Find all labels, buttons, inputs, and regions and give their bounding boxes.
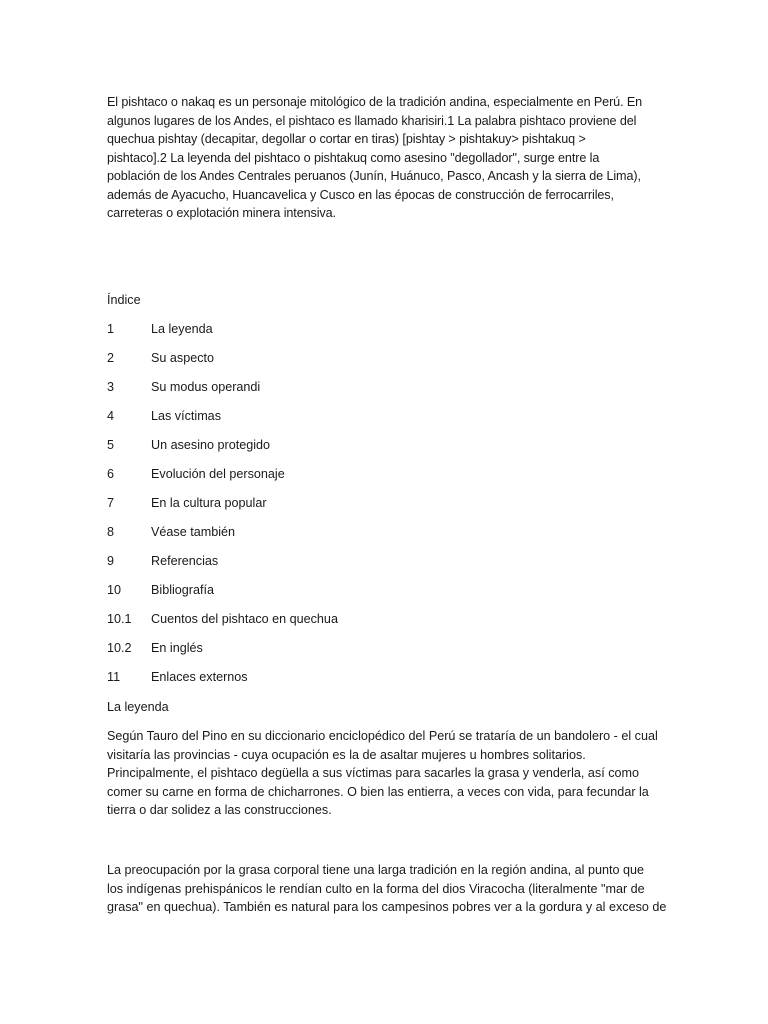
intro-text	[107, 93, 662, 223]
section-heading: La leyenda	[107, 700, 169, 714]
toc-item-number: 11	[107, 670, 121, 684]
section-paragraph-2	[107, 861, 667, 917]
toc-item[interactable]	[107, 610, 607, 639]
paragraph-line: Según Tauro del Pino en su diccionario enciclopédico del Perú se trataría de un bandolero - el cual	[107, 729, 658, 743]
toc-item-label[interactable]: En la cultura popular	[151, 496, 267, 510]
toc-item[interactable]	[107, 494, 607, 523]
toc-item-label[interactable]: La leyenda	[151, 322, 213, 336]
toc-item[interactable]	[107, 581, 607, 610]
toc-item-number: 9	[107, 554, 115, 568]
toc-item-label[interactable]: Referencias	[151, 554, 219, 568]
paragraph-line: visitaría las provincias - cuya ocupación es la de asaltar mujeres u hombres solitarios.	[107, 747, 586, 762]
toc-item-label[interactable]: Enlaces externos	[151, 670, 248, 684]
toc-heading: Índice	[107, 293, 141, 307]
toc-item-number: 3	[107, 380, 115, 394]
toc-item[interactable]	[107, 407, 607, 436]
toc-item[interactable]	[107, 523, 607, 552]
toc-item-label[interactable]: Un asesino protegido	[151, 438, 271, 452]
toc-item-label[interactable]: En inglés	[151, 641, 203, 655]
toc-item[interactable]	[107, 465, 607, 494]
toc-item-number: 10.2	[107, 641, 132, 655]
toc-item-label[interactable]: Su modus operandi	[151, 380, 261, 394]
toc-item-number: 7	[107, 496, 115, 510]
paragraph-line: Principalmente, el pishtaco degüella a sus víctimas para sacarles la grasa y venderla, así como	[107, 766, 639, 780]
toc-item-label[interactable]: Su aspecto	[151, 351, 215, 365]
toc-item-label[interactable]: Evolución del personaje	[151, 467, 285, 481]
intro-paragraph	[107, 93, 662, 223]
toc-item-number: 5	[107, 438, 115, 452]
intro-line: pishtaco].2 La leyenda del pishtaco o pishtakuq como asesino "degollador", surge entre la	[107, 150, 600, 165]
intro-line: El pishtaco o nakaq es un personaje mitológico de la tradición andina, especialmente en Perú. En	[107, 95, 643, 109]
paragraph-line: grasa" en quechua). También es natural para los campesinos pobres ver a la gordura y al exceso de	[107, 900, 667, 914]
toc-item-number: 2	[107, 351, 115, 365]
intro-line: quechua pishtay (decapitar, degollar o cortar en tiras) [pishtay > pishtakuy> pishtakuq >	[107, 132, 586, 146]
table-of-contents	[107, 320, 607, 697]
toc-item-label[interactable]: Cuentos del pishtaco en quechua	[151, 612, 338, 626]
toc-item-number: 1	[107, 322, 115, 336]
intro-line: algunos lugares de los Andes, el pishtaco es llamado kharisiri.1 La palabra pishtaco proviene del	[107, 113, 637, 128]
toc-item-number: 10.1	[107, 612, 132, 626]
paragraph-line: tierra o dar solidez a las construcciones.	[107, 803, 332, 817]
toc-item[interactable]	[107, 320, 607, 349]
toc-item[interactable]	[107, 378, 607, 407]
paragraph-line: los indígenas prehispánicos le rendían culto en la forma del dios Viracocha (literalmente "mar de	[107, 881, 645, 896]
paragraph-line: La preocupación por la grasa corporal tiene una larga tradición en la región andina, al punto que	[107, 863, 645, 877]
toc-item[interactable]	[107, 349, 607, 378]
intro-line: población de los Andes Centrales peruanos (Junín, Huánuco, Pasco, Ancash y la sierra de Lima),	[107, 169, 641, 183]
toc-item-number: 6	[107, 467, 115, 481]
toc-item-label[interactable]: Véase también	[151, 525, 236, 539]
toc-item[interactable]	[107, 552, 607, 581]
toc-item-label[interactable]: Las víctimas	[151, 409, 221, 423]
toc-item-number: 10	[107, 583, 122, 597]
toc-item[interactable]	[107, 668, 607, 697]
section-paragraph-1	[107, 727, 662, 820]
toc-item[interactable]	[107, 639, 607, 668]
paragraph-line: comer su carne en forma de chicharrones. O bien las entierra, a veces con vida, para fecundar la	[107, 784, 649, 799]
toc-item-number: 8	[107, 525, 115, 539]
intro-line: además de Ayacucho, Huancavelica y Cusco en las épocas de construcción de ferrocarriles,	[107, 187, 614, 202]
toc-item[interactable]	[107, 436, 607, 465]
toc-item-number: 4	[107, 409, 115, 423]
intro-line: carreteras o explotación minera intensiva.	[107, 206, 336, 220]
toc-item-label[interactable]: Bibliografía	[151, 583, 215, 597]
